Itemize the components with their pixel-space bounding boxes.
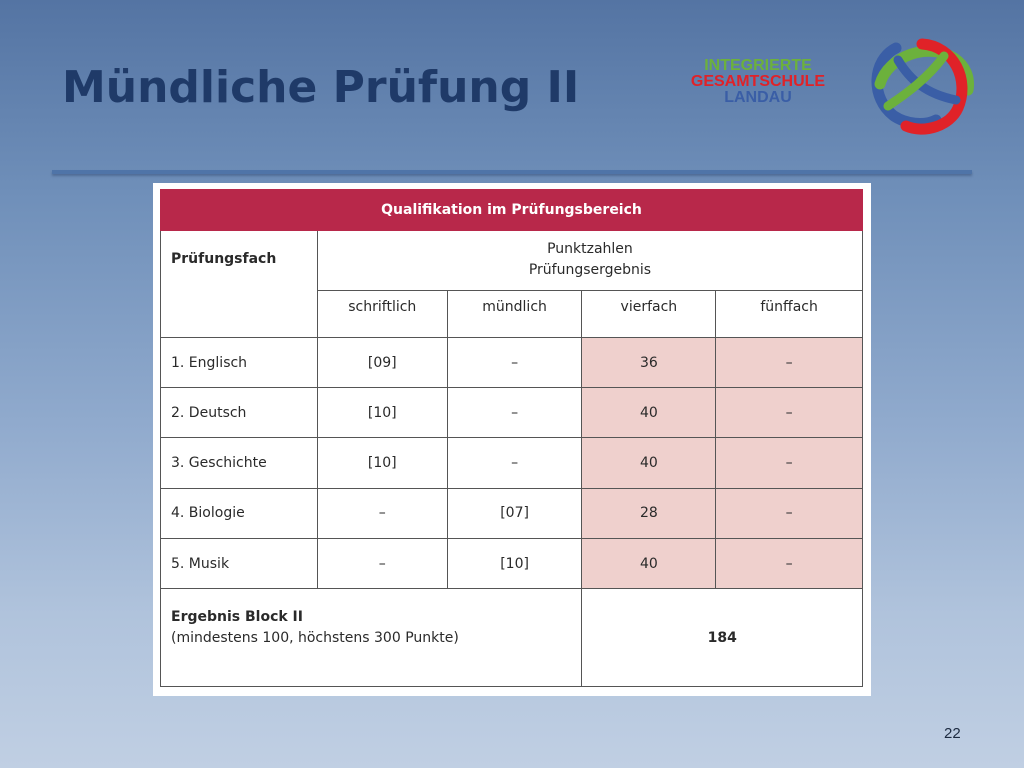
- table-row: [161, 337, 863, 387]
- result-total: 184: [582, 589, 863, 687]
- fuenffach-cell: –: [716, 388, 863, 438]
- subject-cell: 4. Biologie: [161, 488, 318, 538]
- result-row: [161, 589, 863, 687]
- muendlich-cell: –: [447, 388, 582, 438]
- table-header-title: Qualifikation im Prüfungsbereich: [161, 190, 863, 231]
- school-name-line3: LANDAU: [724, 89, 792, 106]
- schriftlich-cell: [09]: [317, 337, 447, 387]
- title-divider: [52, 170, 972, 174]
- table-row: [161, 539, 863, 589]
- school-name-line1: INTEGRIERTE: [704, 57, 812, 74]
- subject-cell: 3. Geschichte: [161, 438, 318, 488]
- column-header-muendlich: mündlich: [447, 290, 582, 337]
- vierfach-cell: 28: [582, 488, 716, 538]
- subject-cell: 2. Deutsch: [161, 388, 318, 438]
- fuenffach-cell: –: [716, 539, 863, 589]
- schriftlich-cell: [10]: [317, 388, 447, 438]
- slide-title: Mündliche Prüfung II: [62, 62, 580, 113]
- result-note: (mindestens 100, höchstens 300 Punkte): [171, 630, 459, 647]
- interlocking-rings-logo-icon: [866, 34, 974, 138]
- muendlich-cell: [07]: [447, 488, 582, 538]
- vierfach-cell: 40: [582, 539, 716, 589]
- table-image-frame: [153, 183, 871, 696]
- fuenffach-cell: –: [716, 438, 863, 488]
- table-row: [161, 488, 863, 538]
- column-group-line2: Prüfungsergebnis: [528, 262, 652, 279]
- result-label-cell: [161, 589, 582, 687]
- vierfach-cell: 40: [582, 388, 716, 438]
- vierfach-cell: 36: [582, 337, 716, 387]
- fuenffach-cell: –: [716, 488, 863, 538]
- school-name-line2: GESAMTSCHULE: [690, 73, 826, 90]
- column-header-schriftlich: schriftlich: [317, 290, 447, 337]
- schriftlich-cell: [10]: [317, 438, 447, 488]
- page-number: 22: [944, 725, 961, 742]
- subject-cell: 1. Englisch: [161, 337, 318, 387]
- muendlich-cell: –: [447, 438, 582, 488]
- vierfach-cell: 40: [582, 438, 716, 488]
- school-name: [680, 58, 836, 106]
- table-row: [161, 388, 863, 438]
- result-label: Ergebnis Block II: [171, 609, 303, 626]
- muendlich-cell: –: [447, 337, 582, 387]
- schriftlich-cell: –: [317, 539, 447, 589]
- subject-cell: 5. Musik: [161, 539, 318, 589]
- schriftlich-cell: –: [317, 488, 447, 538]
- column-header-pruefungsfach: Prüfungsfach: [161, 231, 318, 338]
- fuenffach-cell: –: [716, 337, 863, 387]
- table-row: [161, 438, 863, 488]
- muendlich-cell: [10]: [447, 539, 582, 589]
- column-group-line1: Punktzahlen: [547, 241, 633, 258]
- column-group-punktzahlen: [317, 231, 862, 290]
- results-table: [160, 189, 863, 687]
- column-header-fuenffach: fünffach: [716, 290, 863, 337]
- column-header-vierfach: vierfach: [582, 290, 716, 337]
